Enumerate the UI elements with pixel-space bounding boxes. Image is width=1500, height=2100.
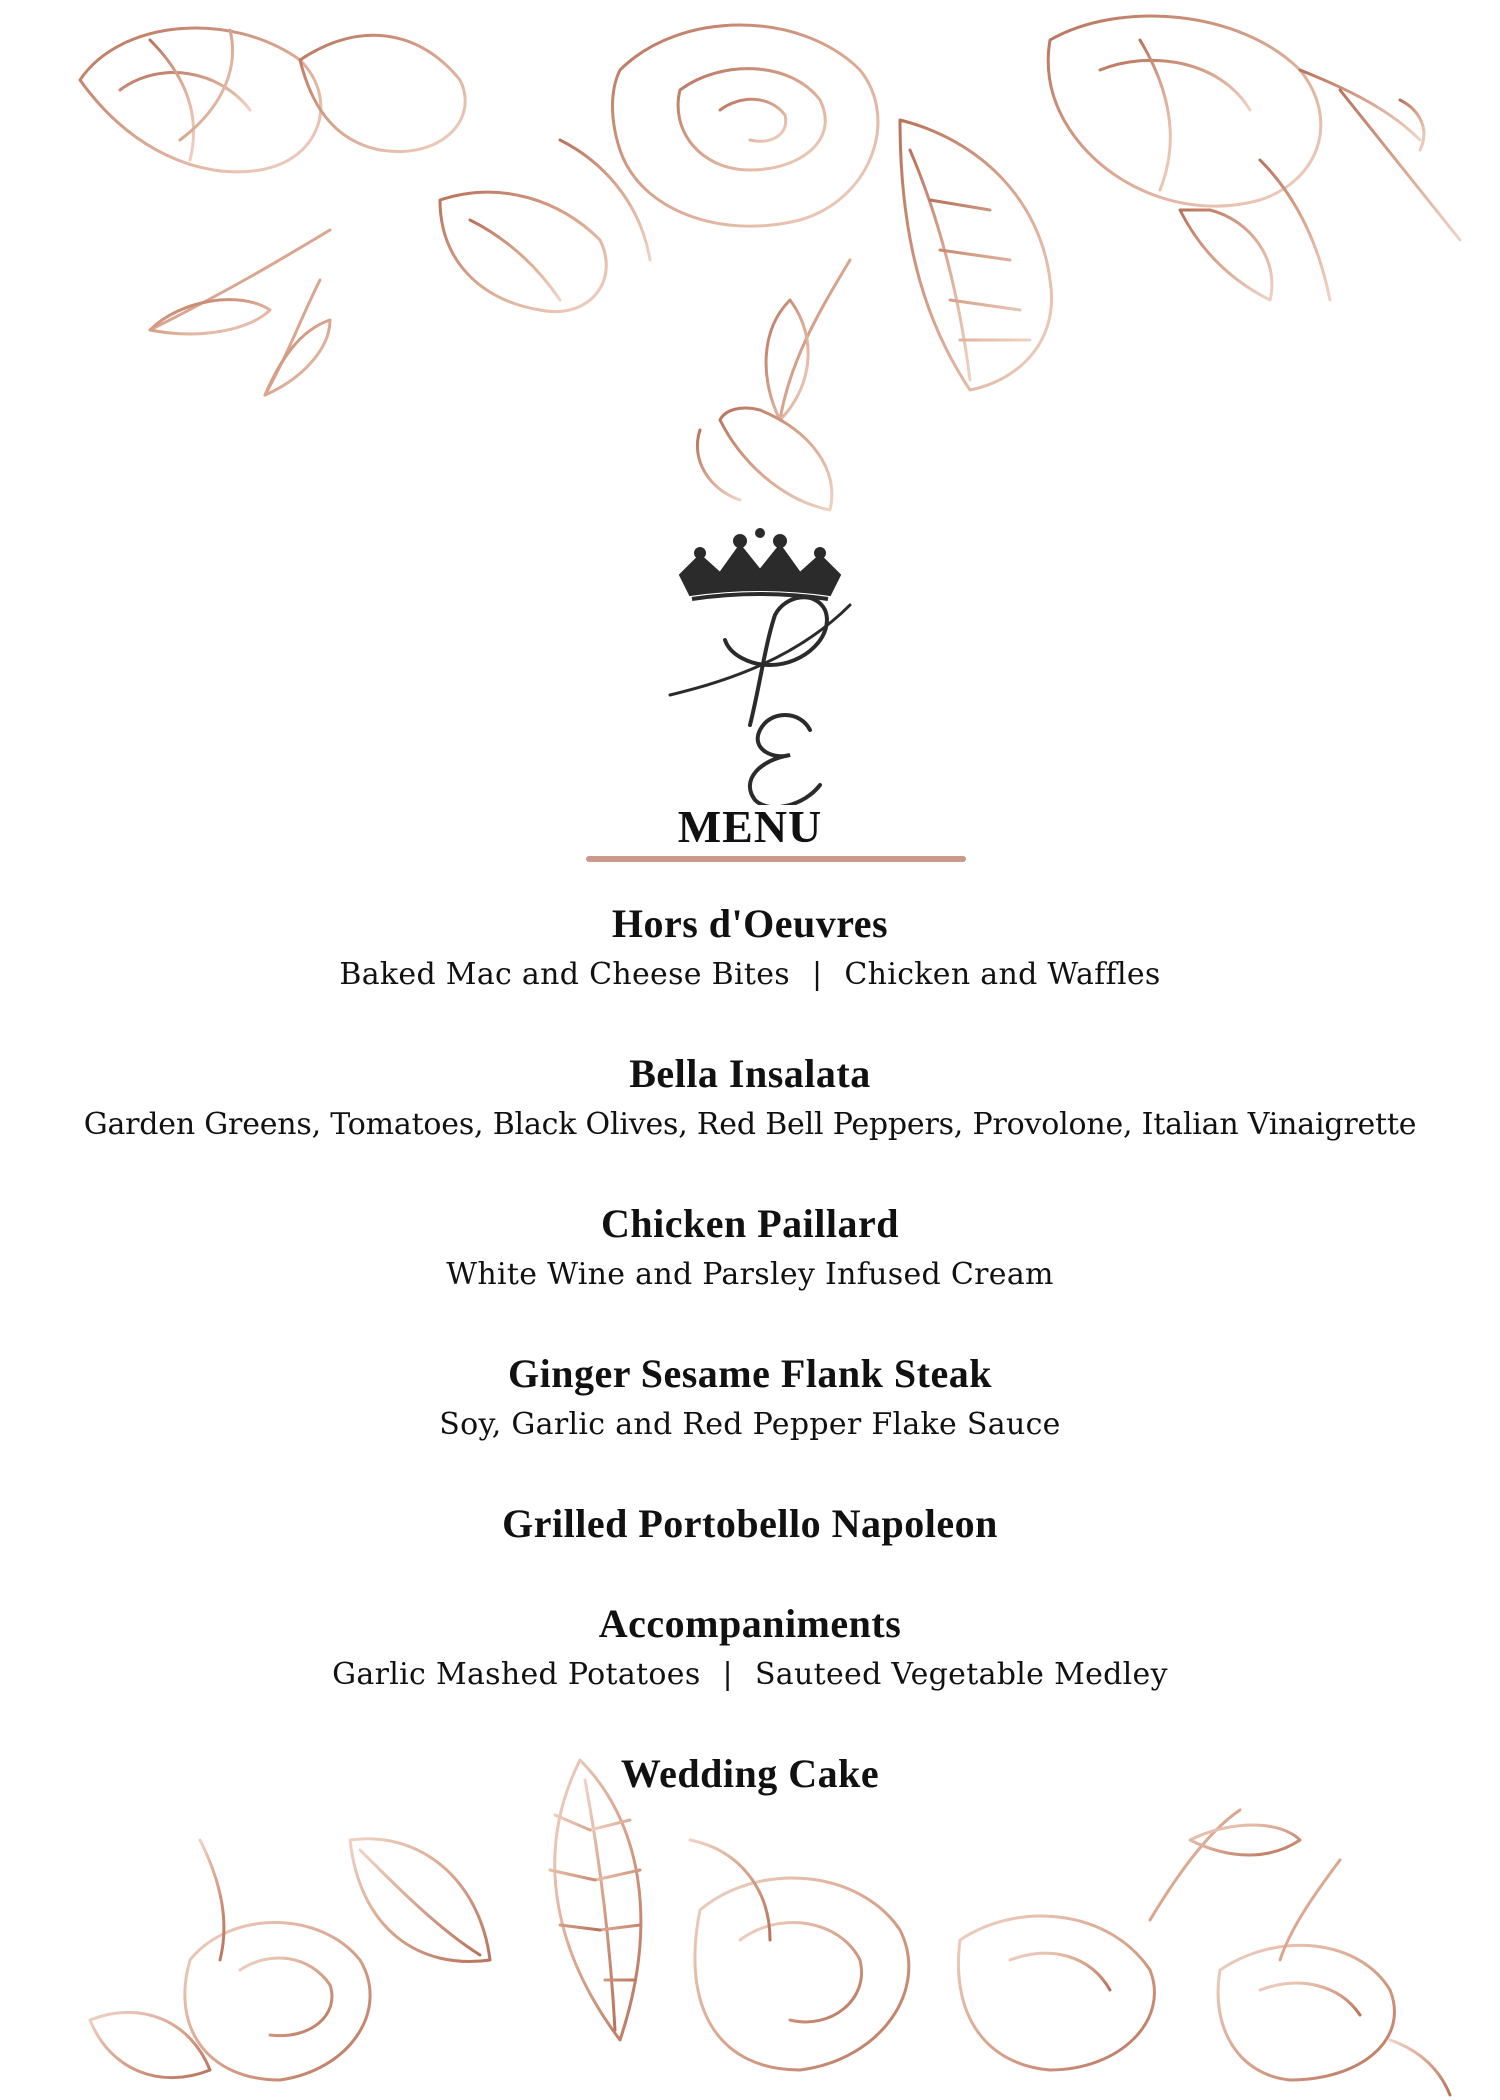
course-description: Garden Greens, Tomatoes, Black Olives, Red Bell Peppers, Provolone, Italian Vinaigrette xyxy=(83,1107,1417,1142)
course-title: Bella Insalata xyxy=(629,1051,871,1096)
item-separator: | xyxy=(812,957,823,992)
course-title: Ginger Sesame Flank Steak xyxy=(507,1351,992,1396)
course-items xyxy=(0,950,1500,1000)
item-separator: | xyxy=(722,1657,733,1692)
crown-icon xyxy=(680,529,840,599)
course-bella-insalata xyxy=(0,1048,1500,1198)
course-title: Hors d'Oeuvres xyxy=(611,901,889,946)
course-flank-steak xyxy=(0,1348,1500,1498)
course-title: Accompaniments xyxy=(598,1601,902,1646)
menu-divider xyxy=(586,856,966,862)
course-description: White Wine and Parsley Infused Cream xyxy=(446,1257,1054,1292)
course-item: Sauteed Vegetable Medley xyxy=(754,1657,1168,1692)
monogram-letter-e xyxy=(750,715,820,805)
monogram-emblem xyxy=(640,515,880,805)
course-item: Garlic Mashed Potatoes xyxy=(332,1657,701,1692)
monogram-letter-p xyxy=(725,597,827,725)
course-chicken-paillard xyxy=(0,1198,1500,1348)
course-title: Chicken Paillard xyxy=(600,1201,900,1246)
course-accompaniments xyxy=(0,1598,1500,1748)
course-description: Soy, Garlic and Red Pepper Flake Sauce xyxy=(439,1407,1061,1442)
course-item: Baked Mac and Cheese Bites xyxy=(339,957,790,992)
floral-top-decoration xyxy=(0,0,1500,520)
floral-bottom-decoration xyxy=(0,1740,1500,2100)
menu-title: MENU xyxy=(677,801,823,852)
course-hors-doeuvres xyxy=(0,898,1500,1048)
course-items xyxy=(0,1650,1500,1700)
course-item: Chicken and Waffles xyxy=(844,957,1161,992)
course-title: Grilled Portobello Napoleon xyxy=(502,1501,998,1546)
course-title: Wedding Cake xyxy=(620,1751,880,1796)
course-portobello-napoleon xyxy=(0,1498,1500,1598)
menu-courses xyxy=(0,898,1500,1808)
